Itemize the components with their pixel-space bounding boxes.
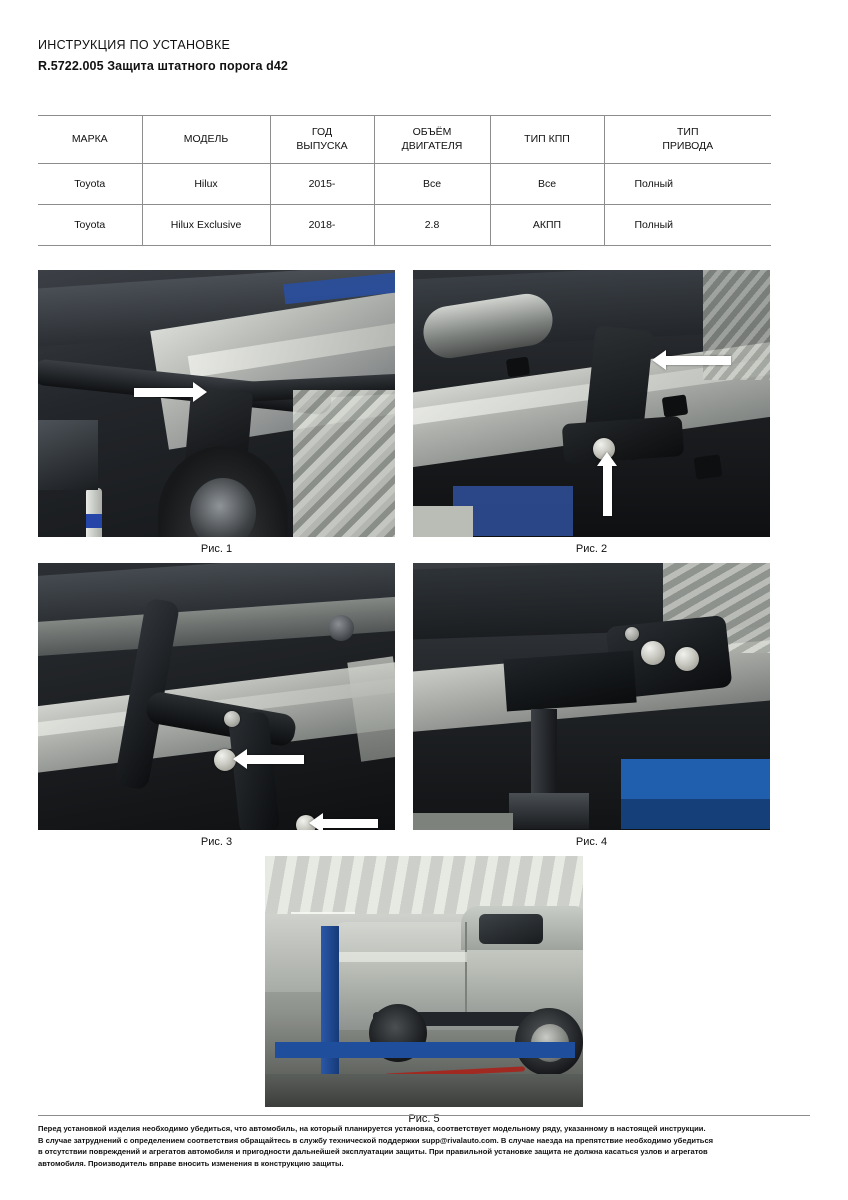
- callout-arrow: [322, 819, 378, 828]
- callout-arrow-up: [603, 466, 612, 516]
- cell-model: Hilux: [142, 164, 270, 205]
- figure-4-image: [413, 563, 770, 830]
- cell-brand: Toyota: [38, 164, 142, 205]
- figure-1-image: [38, 270, 395, 537]
- callout-arrow: [134, 388, 194, 397]
- photo-bracket-3: [38, 563, 395, 830]
- footer-line-1: Перед установкой изделия необходимо убедиться, что автомобиль, на который планируется установка, соответствует модельному ряду, указанному в настоящей инструкции.: [38, 1123, 706, 1133]
- figure-2: [413, 270, 770, 563]
- photo-underbody-1: [38, 270, 395, 537]
- figure-1-caption: Рис. 1: [200, 543, 233, 555]
- figure-2-caption: Рис. 2: [575, 543, 608, 555]
- footer-line-3: в отсутствии повреждений и агрегатов автомобиля и пригодности дальнейшей эксплуатации защиты. При правильной установке защита не должна касаться узлов и агрегатов: [38, 1147, 708, 1157]
- column-header-drive-line1: ТИП: [676, 126, 699, 139]
- column-header-drive-line2: ПРИВОДА: [662, 139, 714, 152]
- footer-line-4: автомобиля. Производитель вправе вносить изменения в конструкцию защиты.: [38, 1159, 344, 1169]
- product-title: R.5722.005 Защита штатного порога d42: [38, 59, 288, 73]
- bolt: [224, 711, 240, 727]
- table-header-row: [38, 116, 771, 164]
- footer-line-2: [38, 1135, 810, 1147]
- cell-year: 2015-: [270, 164, 374, 205]
- figure-1: [38, 270, 395, 563]
- column-header-engine-line1: ОБЪЁМ: [412, 126, 452, 139]
- column-header-engine-line2: ДВИГАТЕЛЯ: [401, 139, 463, 152]
- figures-section: [38, 270, 810, 1133]
- column-header-brand: МАРКА: [38, 116, 142, 164]
- cell-model: Hilux Exclusive: [142, 205, 270, 246]
- figure-row-1: [38, 270, 770, 563]
- cell-transmission: Все: [490, 164, 604, 205]
- table-row: [38, 164, 771, 205]
- column-header-year: [270, 116, 374, 164]
- cell-transmission: АКПП: [490, 205, 604, 246]
- figure-5-image: [265, 856, 583, 1107]
- footer-disclaimer: [38, 1115, 810, 1170]
- figure-3-image: [38, 563, 395, 830]
- figure-4-caption: Рис. 4: [575, 836, 608, 848]
- figure-5: [265, 856, 583, 1133]
- table-row: [38, 205, 771, 246]
- column-header-transmission: ТИП КПП: [490, 116, 604, 164]
- figure-5-caption: Рис. 5: [408, 1113, 440, 1125]
- figure-3: [38, 563, 395, 856]
- footer-line-2-b: . В случае наезда на препятствие необходимо убедиться: [496, 1135, 714, 1145]
- column-header-year-line1: ГОД: [311, 126, 333, 139]
- support-email[interactable]: supp@rivalauto.com: [421, 1135, 497, 1145]
- photo-vehicle-on-lift: [265, 856, 583, 1107]
- callout-arrow: [246, 755, 304, 764]
- photo-bracket-4: [413, 563, 770, 830]
- bolt: [641, 641, 665, 665]
- column-header-engine: [374, 116, 490, 164]
- figure-3-caption: Рис. 3: [200, 836, 233, 848]
- callout-arrow: [665, 356, 731, 365]
- column-header-year-line2: ВЫПУСКА: [296, 139, 348, 152]
- photo-underbody-2: [413, 270, 770, 537]
- column-header-model: МОДЕЛЬ: [142, 116, 270, 164]
- column-header-drive: [604, 116, 771, 164]
- vehicle-applicability-table: [38, 115, 771, 246]
- cell-year: 2018-: [270, 205, 374, 246]
- bolt: [675, 647, 699, 671]
- cell-drive: Полный: [604, 164, 771, 205]
- cell-engine: Все: [374, 164, 490, 205]
- document-header: [38, 0, 810, 73]
- cell-drive: Полный: [604, 205, 771, 246]
- footer-line-2-a: В случае затруднений с определением соответствия обращайтесь в службу технической поддержки: [38, 1135, 422, 1145]
- figure-4: [413, 563, 770, 856]
- bolt: [625, 627, 639, 641]
- figure-2-image: [413, 270, 770, 537]
- figure-row-2: [38, 563, 770, 856]
- cell-engine: 2.8: [374, 205, 490, 246]
- cell-brand: Toyota: [38, 205, 142, 246]
- page-title: ИНСТРУКЦИЯ ПО УСТАНОВКЕ: [38, 38, 231, 52]
